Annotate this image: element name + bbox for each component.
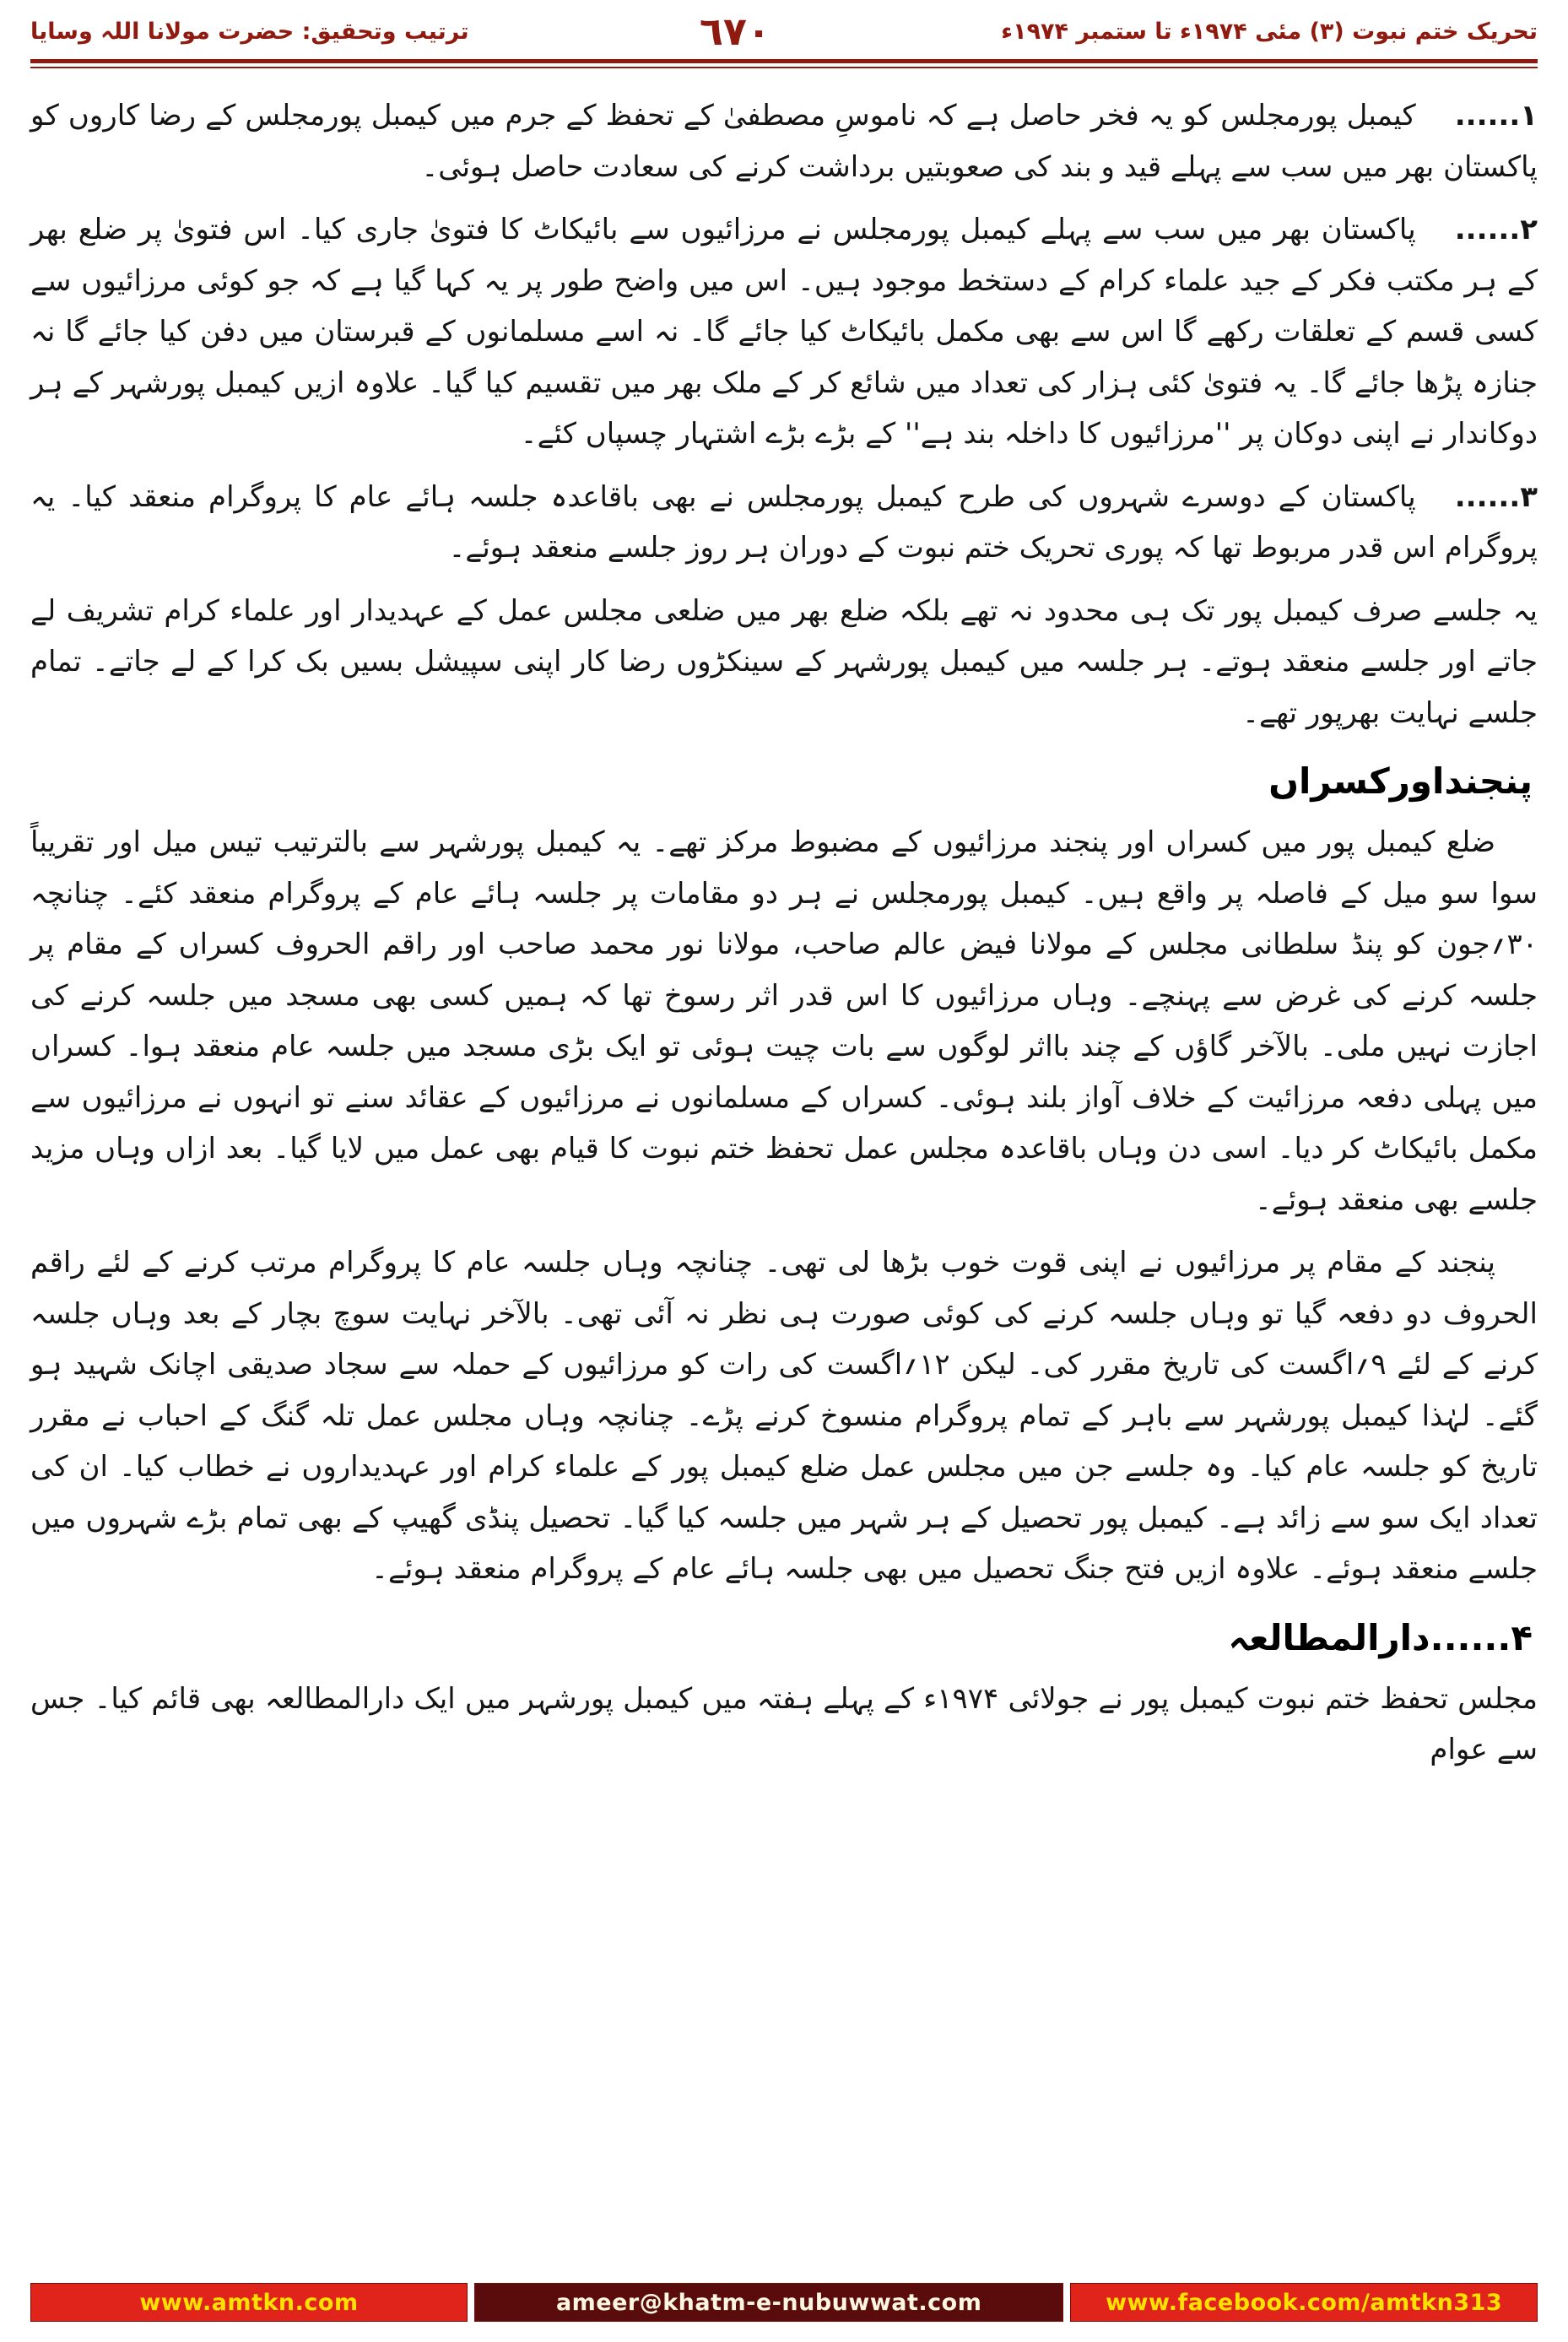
paragraph-jalsay: یہ جلسے صرف کیمبل پور تک ہی محدود نہ تھے بلکہ ضلع بھر میں ضلعی مجلس عمل کے عہدیدار اور علماء کرام تشریف لے جاتے اور جلسے منعقد ہوتے۔ ہر جلسہ میں کیمبل پورشہر کے سینکڑوں رضا کار اپنی سپیشل بسیں بک کرا کے لے جاتے۔ تمام جلسے نہایت بھرپور تھے۔ (30, 593, 1538, 730)
numbered-paragraph-3 (30, 472, 1538, 574)
paragraph-number-2: ۲...... (1454, 213, 1538, 247)
page-number: ٦٧٠ (699, 8, 771, 54)
page-footer (30, 2283, 1538, 2322)
page-body (30, 68, 1538, 1776)
paragraph-text-2: پاکستان بھر میں سب سے پہلے کیمبل پورمجلس نے مرزائیوں سے بائیکاٹ کا فتویٰ جاری کیا۔ اس فتویٰ پر ضلع بھر کے ہر مکتب فکر کے جید علماء کرام کے دستخط موجود ہیں۔ اس میں واضح طور پر یہ کہا گیا ہے کہ جو کوئی مرزائیوں سے کسی قسم کے تعلقات رکھے گا اس سے بھی مکمل بائیکاٹ کیا جائے گا۔ نہ اسے مسلمانوں کے قبرستان میں دفن کیا جائے گا نہ جنازہ پڑھا جائے گا۔ یہ فتویٰ کئی ہزار کی تعداد میں شائع کر کے ملک بھر میں تقسیم کیا گیا۔ علاوہ ازیں کیمبل پورشہر کے ہر دوکاندار نے اپنی دوکان پر ''مرزائیوں کا داخلہ بند ہے'' کے بڑے بڑے اشتہار چسپاں کئے۔ (30, 213, 1538, 452)
header-credit: ترتیب وتحقیق: حضرت مولانا اللہ وسایا (30, 18, 469, 45)
paragraph-darulmutalia: مجلس تحفظ ختم نبوت کیمبل پور نے جولائی ۱۹۷۴ء کے پہلے ہفتہ میں کیمبل پورشہر میں ایک دارالمطالعہ بھی قائم کیا۔ جس سے عوام (30, 1681, 1538, 1767)
section-heading-panjnad-kasran: پنجنداورکسراں (1268, 760, 1533, 803)
header-title: تحریک ختم نبوت (۳) مئی ۱۹۷۴ء تا ستمبر ۱۹۷۴ء (1001, 18, 1538, 45)
paragraph-number-3: ۳...... (1454, 479, 1538, 514)
page-header (30, 8, 1538, 54)
paragraph-number-1: ۱...... (1454, 99, 1538, 133)
numbered-paragraph-1 (30, 90, 1538, 192)
numbered-paragraph-2 (30, 204, 1538, 460)
header-rule-thick (30, 59, 1538, 63)
paragraph-kasran: ضلع کیمبل پور میں کسراں اور پنجند مرزائیوں کے مضبوط مرکز تھے۔ یہ کیمبل پورشہر سے بالترتیب تیس میل اور تقریباً سوا سو میل کے فاصلہ پر واقع ہیں۔ کیمبل پورمجلس نے ہر دو مقامات پر جلسہ ہائے عام کے پروگرام منعقد کئے۔ چنانچہ ۳۰؍جون کو پنڈ سلطانی مجلس کے مولانا فیض عالم صاحب، مولانا نور محمد صاحب اور راقم الحروف کسراں کے مقام پر جلسہ کرنے کی غرض سے پہنچے۔ وہاں مرزائیوں کا اس قدر اثر رسوخ تھا کہ ہمیں کسی بھی مسجد میں جلسہ کرنے کی اجازت نہیں ملی۔ بالآخر گاؤں کے چند بااثر لوگوں سے بات چیت ہوئی تو ایک بڑی مسجد میں جلسہ عام منعقد ہوا۔ کسراں میں پہلی دفعہ مرزائیت کے خلاف آواز بلند ہوئی۔ کسراں کے مسلمانوں نے مرزائیوں کے عقائد سنے تو انہوں نے مرزائیوں سے مکمل بائیکاٹ کر دیا۔ اسی دن وہاں باقاعدہ مجلس عمل تحفظ ختم نبوت کا قیام بھی عمل میں لایا گیا۔ بعد ازاں وہاں مزید جلسے بھی منعقد ہوئے۔ (30, 825, 1538, 1217)
footer-email-link: ameer@khatm-e-nubuwwat.com (474, 2283, 1063, 2322)
footer-website-link: www.amtkn.com (30, 2283, 468, 2322)
paragraph-text-3: پاکستان کے دوسرے شہروں کی طرح کیمبل پورمجلس نے بھی باقاعدہ جلسہ ہائے عام کا پروگرام منعقد کیا۔ یہ پروگرام اس قدر مربوط تھا کہ پوری تحریک ختم نبوت کے دوران ہر روز جلسے منعقد ہوئے۔ (30, 479, 1538, 565)
paragraph-panjnad: پنجند کے مقام پر مرزائیوں نے اپنی قوت خوب بڑھا لی تھی۔ چنانچہ وہاں جلسہ عام کا پروگرام مرتب کرنے کے لئے راقم الحروف دو دفعہ گیا تو وہاں جلسہ کرنے کی کوئی صورت ہی نظر نہ آئی تھی۔ بالآخر نہایت سوچ بچار کے بعد وہاں جلسہ کرنے کے لئے ۹؍اگست کی تاریخ مقرر کی۔ لیکن ۱۲؍اگست کی رات کو مرزائیوں کے حملہ سے سجاد صدیقی اچانک شہید ہو گئے۔ لہٰذا کیمبل پورشہر سے باہر کے تمام پروگرام منسوخ کرنے پڑے۔ چنانچہ وہاں مجلس عمل تلہ گنگ کے احباب نے مقرر تاریخ کو جلسہ عام کیا۔ وہ جلسے جن میں مجلس عمل ضلع کیمبل پور کے علماء کرام اور عہدیداروں نے خطاب کیا۔ ان کی تعداد ایک سو سے زائد ہے۔ کیمبل پور تحصیل کے ہر شہر میں جلسہ کیا گیا۔ تحصیل پنڈی گھیپ کے بھی تمام بڑے شہروں میں جلسے منعقد ہوئے۔ علاوہ ازیں فتح جنگ تحصیل میں بھی جلسہ ہائے عام کے پروگرام منعقد ہوئے۔ (30, 1246, 1538, 1587)
footer-facebook-link: www.facebook.com/amtkn313 (1070, 2283, 1538, 2322)
paragraph-text-1: کیمبل پورمجلس کو یہ فخر حاصل ہے کہ ناموسِ مصطفیٰ کے تحفظ کے جرم میں کیمبل پورمجلس کے رضا کاروں کو پاکستان بھر میں سب سے پہلے قید و بند کی صعوبتیں برداشت کرنے کی سعادت حاصل ہوئی۔ (30, 99, 1538, 184)
section-heading-darulmutalia: ۴......دارالمطالعہ (1228, 1616, 1533, 1658)
